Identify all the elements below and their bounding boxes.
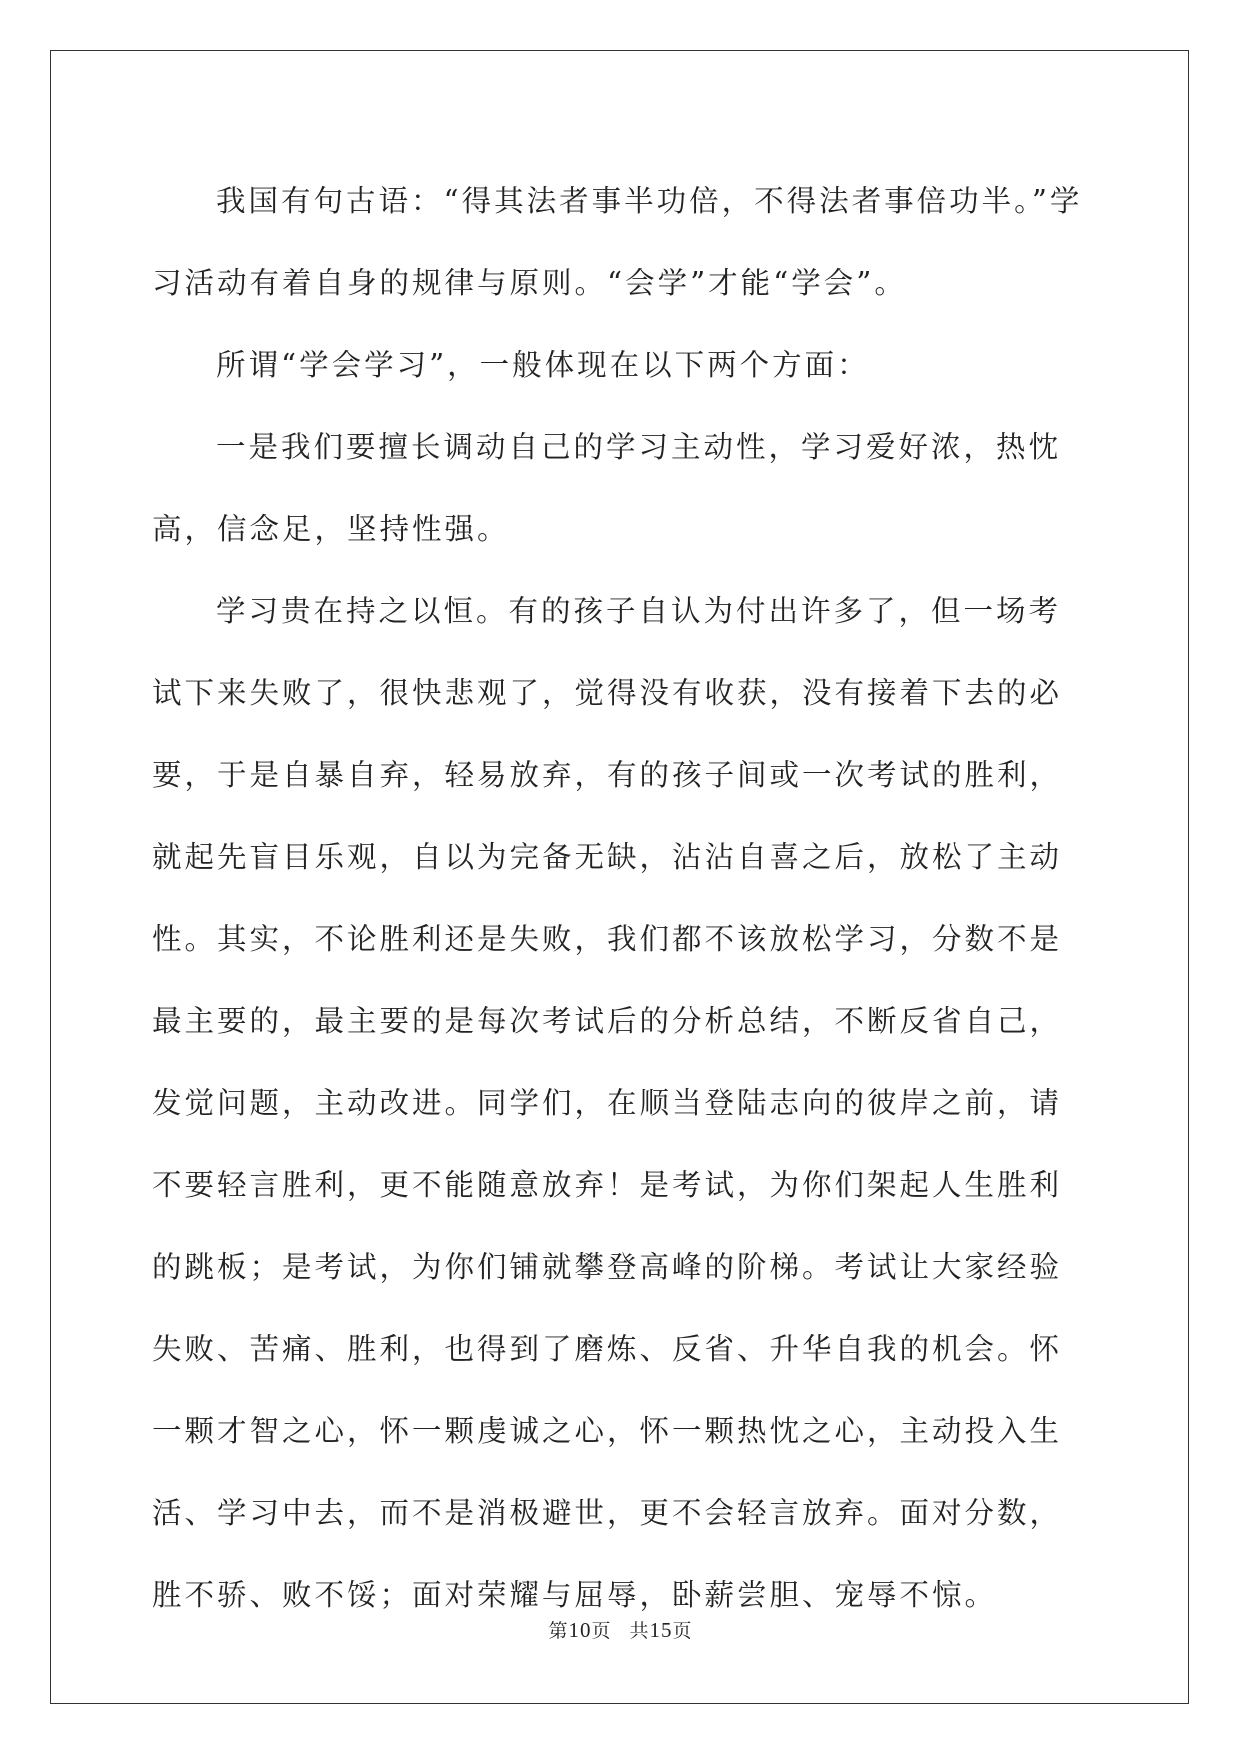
footer-prefix: 第 bbox=[548, 1620, 569, 1642]
document-body bbox=[152, 160, 1090, 1636]
total-page-number: 15 bbox=[649, 1618, 673, 1642]
page-footer bbox=[0, 1616, 1241, 1643]
paragraph-4: 学习贵在持之以恒。有的孩子自认为付出许多了，但一场考试下来失败了，很快悲观了，觉得没有收获，没有接着下去的必要，于是自暴自弃，轻易放弃，有的孩子间或一次考试的胜利，就起先盲目乐观，自以为完备无缺，沾沾自喜之后，放松了主动性。其实，不论胜利还是失败，我们都不该放松学习，分数不是最主要的，最主要的是每次考试后的分析总结，不断反省自己，发觉问题，主动改进。同学们，在顺当登陆志向的彼岸之前，请不要轻言胜利，更不能随意放弃！是考试，为你们架起人生胜利的跳板；是考试，为你们铺就攀登高峰的阶梯。考试让大家经验失败、苦痛、胜利，也得到了磨炼、反省、升华自我的机会。怀一颗才智之心，怀一颗虔诚之心，怀一颗热忱之心，主动投入生活、学习中去，而不是消极避世，更不会轻言放弃。面对分数，胜不骄、败不馁；面对荣耀与屈辱，卧薪尝胆、宠辱不惊。 bbox=[152, 594, 1063, 1612]
paragraph-3: 一是我们要擅长调动自己的学习主动性，学习爱好浓，热忱高，信念足，坚持性强。 bbox=[152, 430, 1062, 546]
footer-total-prefix: 共 bbox=[629, 1620, 650, 1642]
paragraph-2: 所谓“学会学习”，一般体现在以下两个方面： bbox=[216, 348, 870, 382]
footer-total-suffix: 页 bbox=[672, 1620, 693, 1642]
footer-page-word: 页 bbox=[591, 1620, 612, 1642]
paragraph-1: 我国有句古语：“得其法者事半功倍，不得法者事倍功半。”学习活动有着自身的规律与原则。“会学”才能“学会”。 bbox=[152, 184, 1083, 300]
current-page-number: 10 bbox=[568, 1618, 592, 1642]
